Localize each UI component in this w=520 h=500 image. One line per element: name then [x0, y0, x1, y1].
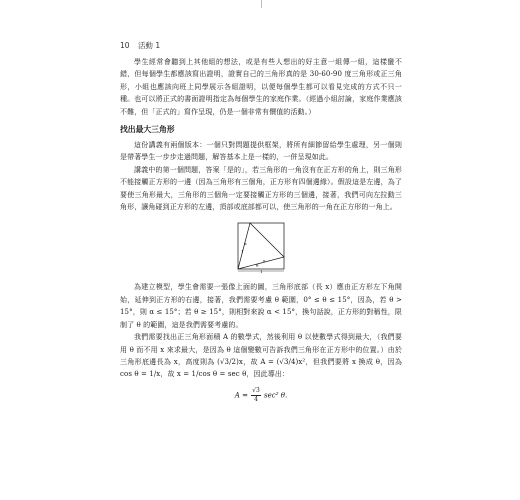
paragraph-proof-discussion: 學生經常會聽到上其他組的想法，或是有些人想出的好主意一組傳一組，這樣蠻不錯，但每個學生都應該寫出證明，證實自己的三角形真的是 30-60-90 度三角形或正三角形，小組也應該向班上同學展示各組證明，以便每個學生都可以看見完成的方式不只一種。也可以將正式的書面證明指定為每個學生的家庭作業。（經過小組討論，家庭作業應該不難，但「正式的」寫作呈現，仍是一個非常有價值的活動。）	[120, 58, 402, 116]
formula-lhs: A =	[234, 391, 251, 400]
area-formula	[120, 387, 402, 404]
theta-label: θ	[256, 263, 259, 269]
formula-rhs: sec² θ.	[264, 391, 288, 400]
square-outline	[238, 223, 284, 269]
paragraph-model-setup: 為建立模型，學生會需要一張像上面的圖，三角形底部（長 x）應由正方形左下角開始，延伸到正方形的右邊，接著，我們需要考慮 θ 範圍，0° ≤ θ ≤ 15°，因為，若 θ > 15°，則 α ≤ 15°；若 θ ≥ 15°，則相對來說 α < 15°，換句話說，正方形的對稱性，限制了 θ 的範圍，這是我們需要考慮的。	[120, 283, 402, 329]
page-number: 10	[120, 41, 130, 50]
section-title: 找出最大三角形	[120, 125, 175, 135]
formula-numerator: √3	[252, 386, 260, 394]
formula-fraction	[251, 387, 261, 404]
paragraph-area-formula: 我們需要找出正三角形面積 A 的數學式，然後利用 θ 以使數學式得到最大，（我們要用 θ 而不用 x 來求最大，是因為 θ 這個變數可告訴我們三角形在正方形中的位置。）由於三角形底邊長為 x，高度則為 (√3/2)x，故 A = (√3/4)x²，但我們要將 x 換成 θ，因為 cos θ = 1/x，故 x = 1/cos θ = sec θ，因此導出：	[120, 333, 402, 379]
x-label: x	[263, 258, 266, 264]
paragraph-first-question: 講義中的第一個問題，答案「是的」，若三角形的一角沒有在正方形的角上，則三角形不能接觸正方形的一邊（因為三角形有三個角，正方形有四個邊緣）。假設這是左邊，為了要使三角形最大，三角形的三個角一定要接觸正方形的三個邊，接著，我們可向左拉動三角形，讓角碰到正方形的左邊，頂部或底部都可以，使三角形的一角在正方形的一角上。	[120, 165, 402, 212]
page-body	[120, 56, 402, 404]
bottom-length-label: 1	[260, 269, 263, 274]
paragraph-handout-versions: 這份講義有兩個版本：一個只對問題提供框架，將所有細節留給學生處理，另一個則是帶著學生一步步走過問題，解答基本上是一樣的，一併呈現如此。	[120, 141, 402, 162]
section-label: 活動 1	[137, 41, 161, 50]
formula-denominator: 4	[254, 395, 258, 403]
page-header	[120, 40, 160, 51]
crop-mark	[261, 0, 262, 8]
triangle-in-square-figure	[236, 221, 286, 273]
left-side-length-label: 1	[241, 249, 244, 255]
alpha-label: α	[244, 241, 247, 247]
equilateral-triangle	[238, 223, 284, 269]
